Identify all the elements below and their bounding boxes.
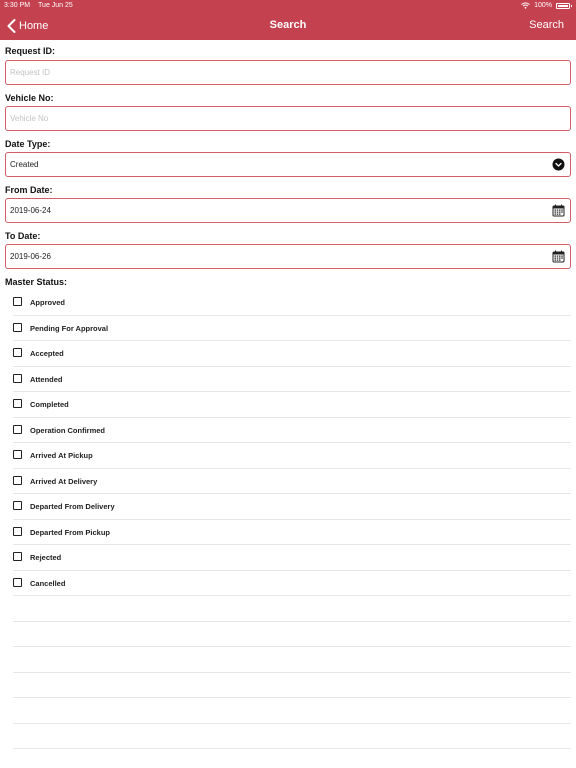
vehicle-no-input[interactable]	[6, 107, 570, 130]
status-checkbox-item[interactable]	[0, 520, 576, 546]
checkbox[interactable]	[13, 476, 22, 485]
back-button[interactable]	[7, 11, 48, 40]
status-checkbox-item[interactable]	[0, 367, 576, 393]
status-item-label: Attended	[30, 374, 63, 384]
master-status-list	[0, 290, 576, 749]
checkbox[interactable]	[13, 399, 22, 408]
checkbox[interactable]	[13, 323, 22, 332]
empty-row	[0, 622, 576, 648]
request-id-label: Request ID:	[5, 46, 56, 56]
calendar-icon[interactable]	[552, 250, 565, 263]
status-item-label: Approved	[30, 298, 66, 307]
status-item-label: Arrived At Pickup	[30, 451, 93, 460]
checkbox[interactable]	[13, 527, 22, 536]
vehicle-no-field-box	[5, 106, 571, 131]
vehicle-no-label: Vehicle No:	[5, 93, 54, 103]
status-item-label: Completed	[30, 400, 69, 409]
wifi-icon	[521, 2, 530, 9]
request-id-field-box	[5, 60, 571, 85]
status-item-label: Pending For Approval	[30, 323, 109, 333]
status-item-label: Accepted	[30, 349, 64, 358]
date-type-value: Created	[10, 160, 39, 169]
status-item-label: Departed From Delivery	[30, 502, 115, 511]
checkbox[interactable]	[13, 297, 22, 306]
date-type-select[interactable]	[5, 152, 571, 177]
status-date: Tue Jun 25	[38, 2, 73, 9]
status-checkbox-item[interactable]	[0, 392, 576, 418]
master-status-label: Master Status:	[5, 277, 68, 287]
from-date-field[interactable]	[5, 198, 571, 223]
battery-percent: 100%	[534, 2, 552, 9]
status-checkbox-item[interactable]	[0, 469, 576, 495]
battery-icon	[556, 3, 570, 9]
status-checkbox-item[interactable]	[0, 316, 576, 342]
checkbox[interactable]	[13, 348, 22, 357]
from-date-value: 2019-06-24	[10, 206, 51, 215]
checkbox[interactable]	[13, 374, 22, 383]
calendar-icon[interactable]	[552, 204, 565, 217]
checkbox[interactable]	[13, 425, 22, 434]
checkbox[interactable]	[13, 450, 22, 459]
empty-row	[0, 596, 576, 622]
status-item-label: Operation Confirmed	[30, 425, 106, 435]
status-time: 3:30 PM	[4, 2, 31, 9]
checkbox[interactable]	[13, 552, 22, 561]
status-item-label: Arrived At Delivery	[30, 476, 98, 486]
to-date-label: To Date:	[5, 231, 41, 241]
status-checkbox-item[interactable]	[0, 418, 576, 444]
chevron-left-icon	[7, 19, 16, 33]
empty-row	[0, 698, 576, 724]
status-checkbox-item[interactable]	[0, 545, 576, 571]
checkbox[interactable]	[13, 501, 22, 510]
back-button-label: Home	[19, 19, 49, 32]
status-checkbox-item[interactable]	[0, 494, 576, 520]
status-checkbox-item[interactable]	[0, 571, 576, 597]
checkbox[interactable]	[13, 578, 22, 587]
to-date-value: 2019-06-26	[10, 252, 51, 261]
status-item-label: Departed From Pickup	[30, 527, 111, 537]
status-bar	[0, 0, 576, 11]
navigation-bar	[0, 11, 576, 40]
request-id-input[interactable]	[6, 61, 570, 84]
search-button[interactable]: Search	[529, 19, 564, 31]
chevron-down-circle-icon	[552, 158, 565, 171]
empty-row	[0, 673, 576, 699]
to-date-field[interactable]	[5, 244, 571, 269]
status-item-label: Rejected	[30, 553, 62, 562]
status-checkbox-item[interactable]	[0, 443, 576, 469]
date-type-label: Date Type:	[5, 139, 51, 149]
status-item-label: Cancelled	[30, 578, 66, 588]
empty-row	[0, 647, 576, 673]
status-checkbox-item[interactable]	[0, 290, 576, 316]
row-divider	[13, 748, 571, 749]
empty-row	[0, 724, 576, 750]
page-title: Search	[269, 19, 307, 31]
from-date-label: From Date:	[5, 185, 53, 195]
status-checkbox-item[interactable]	[0, 341, 576, 367]
